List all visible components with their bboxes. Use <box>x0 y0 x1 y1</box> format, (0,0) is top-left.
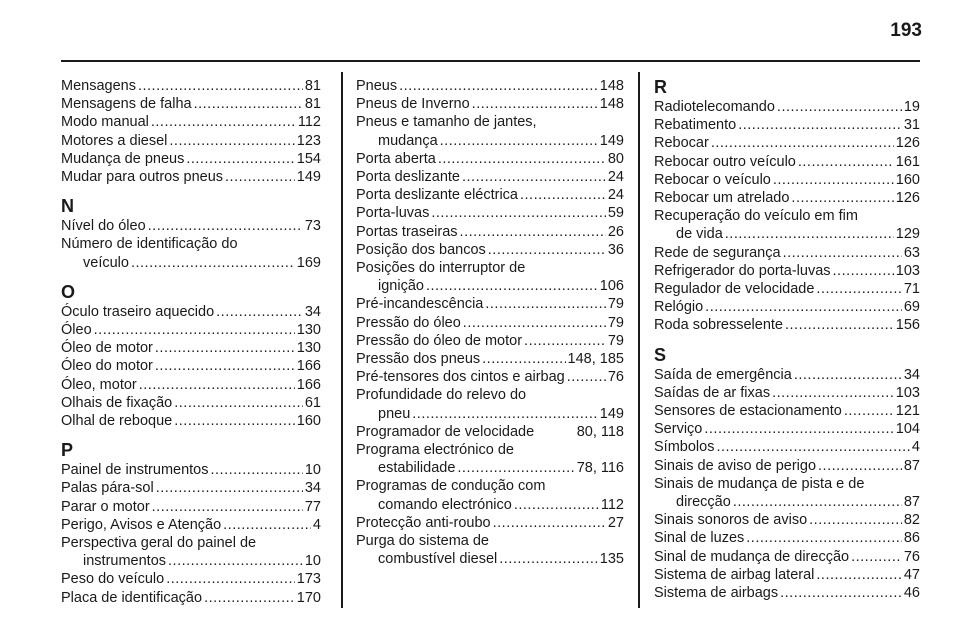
index-entry <box>654 316 920 334</box>
index-entry <box>356 368 624 386</box>
entry-page: 154 <box>296 150 321 167</box>
entry-label: Mudar para outros pneus <box>61 169 224 186</box>
dot-leader <box>168 552 303 570</box>
index-entry <box>654 493 920 511</box>
index-entry <box>61 412 321 430</box>
entry-page: 82 <box>903 512 920 529</box>
entry-label: Pneus <box>356 78 398 94</box>
dot-leader <box>772 384 894 402</box>
dot-leader <box>169 132 294 150</box>
entry-page: 77 <box>304 498 321 515</box>
index-entry <box>356 441 624 459</box>
dot-leader <box>733 493 902 511</box>
dot-leader <box>809 511 902 529</box>
dot-leader <box>94 321 295 339</box>
index-entry <box>654 98 920 116</box>
index-entry <box>356 277 624 295</box>
dot-leader <box>472 95 598 113</box>
index-entry <box>356 150 624 168</box>
dot-leader <box>746 529 902 547</box>
entry-page: 148 <box>599 96 624 113</box>
entry-label: Sinal de luzes <box>654 530 745 547</box>
index-entry <box>356 95 624 113</box>
index-entry <box>61 254 321 272</box>
entry-label: Mudança de pneus <box>61 150 185 167</box>
index-entry <box>654 584 920 602</box>
index-entry <box>61 77 321 95</box>
entry-page: 76 <box>903 548 920 565</box>
entry-label: Portas traseiras <box>356 223 458 240</box>
index-entry <box>356 314 624 332</box>
index-entry <box>61 95 321 113</box>
entry-page: 156 <box>895 317 920 334</box>
dot-leader <box>488 241 606 259</box>
dot-leader <box>438 150 606 168</box>
dot-leader <box>460 223 606 241</box>
entry-page: 63 <box>903 244 920 261</box>
entry-label: Pressão do óleo <box>356 314 461 331</box>
index-entry <box>654 457 920 475</box>
entry-label: Programa electrónico de <box>356 442 514 459</box>
entry-page: 166 <box>296 358 321 375</box>
entry-label: Porta aberta <box>356 150 436 167</box>
entry-label: veículo <box>83 254 129 271</box>
index-entry <box>61 235 321 253</box>
entry-label: Mensagens de falha <box>61 96 192 113</box>
dot-leader <box>152 498 303 516</box>
entry-page: 46 <box>903 585 920 602</box>
dot-leader <box>166 570 295 588</box>
dot-leader <box>493 514 606 532</box>
entry-label: Pressão dos pneus <box>356 351 481 368</box>
entry-label: Sistema de airbags <box>654 585 779 602</box>
entry-page: 27 <box>607 514 624 531</box>
entry-page: 76 <box>607 369 624 386</box>
dot-leader <box>777 98 902 116</box>
dot-leader <box>186 150 294 168</box>
dot-leader <box>818 457 902 475</box>
dot-leader <box>151 113 296 131</box>
entry-label: Regulador de velocidade <box>654 281 815 298</box>
section-letter: O <box>61 281 76 302</box>
entry-page: 26 <box>607 223 624 240</box>
index-entry <box>61 534 321 552</box>
dot-leader <box>131 254 295 272</box>
entry-page: 148 <box>599 78 624 94</box>
index-entry <box>654 420 920 438</box>
index-entry <box>654 366 920 384</box>
entry-label: Roda sobresselente <box>654 317 783 334</box>
entry-label: Óleo <box>61 322 92 339</box>
entry-page: 81 <box>304 96 321 113</box>
index-entry <box>356 77 624 95</box>
dot-leader <box>524 332 606 350</box>
index-entry <box>654 225 920 243</box>
index-entry <box>61 321 321 339</box>
dot-leader <box>412 405 598 423</box>
entry-label: Sinal de mudança de direcção <box>654 548 850 565</box>
dot-leader <box>482 350 565 368</box>
entry-page: 31 <box>903 117 920 134</box>
entry-label: direcção <box>676 494 731 511</box>
index-entry <box>61 552 321 570</box>
dot-leader <box>514 496 599 514</box>
dot-leader <box>851 548 902 566</box>
entry-page: 160 <box>296 413 321 430</box>
index-entry <box>654 511 920 529</box>
entry-label: Rebocar <box>654 135 709 152</box>
entry-label: Profundidade do relevo do <box>356 387 527 404</box>
index-entry <box>654 171 920 189</box>
entry-label: Radiotelecomando <box>654 99 775 115</box>
dot-leader <box>816 566 901 584</box>
column-divider <box>341 72 343 608</box>
index-entry <box>356 295 624 313</box>
index-entry <box>654 438 920 456</box>
entry-label: de vida <box>676 226 723 243</box>
entry-label: Sinais sonoros de aviso <box>654 512 808 529</box>
entry-label: Sinais de mudança de pista e de <box>654 475 865 492</box>
dot-leader <box>725 225 894 243</box>
entry-label: Sensores de estacionamento <box>654 403 842 420</box>
index-entry <box>356 496 624 514</box>
entry-page: 161 <box>895 153 920 170</box>
dot-leader <box>785 316 894 334</box>
entry-page: 123 <box>296 132 321 149</box>
entry-label: Mensagens <box>61 78 136 94</box>
index-entry <box>654 280 920 298</box>
index-entry <box>654 566 920 584</box>
entry-page: 34 <box>903 366 920 383</box>
entry-label: Posições do interruptor de <box>356 260 526 277</box>
entry-label: Modo manual <box>61 114 149 131</box>
entry-page: 24 <box>607 169 624 186</box>
entry-page: 79 <box>607 332 624 349</box>
index-entry <box>356 186 624 204</box>
index-entry <box>356 113 624 131</box>
index-entry <box>356 459 624 477</box>
entry-label: Porta deslizante <box>356 169 460 186</box>
dot-leader <box>462 168 606 186</box>
index-entry <box>356 405 624 423</box>
dot-leader <box>711 134 894 152</box>
index-entry <box>654 529 920 547</box>
entry-page: 148, 185 <box>567 351 624 368</box>
dot-leader <box>705 298 902 316</box>
entry-page: 59 <box>607 205 624 222</box>
entry-label: Palas pára-sol <box>61 480 154 497</box>
index-entry <box>356 423 624 441</box>
entry-label: Posição dos bancos <box>356 241 486 258</box>
entry-label: Parar o motor <box>61 498 150 515</box>
column-divider <box>638 72 640 608</box>
index-entry <box>61 150 321 168</box>
index-entry <box>654 116 920 134</box>
entry-page: 87 <box>903 494 920 511</box>
entry-page: 73 <box>304 218 321 235</box>
entry-label: Número de identificação do <box>61 236 238 253</box>
index-entry <box>61 357 321 375</box>
index-entry <box>61 394 321 412</box>
entry-label: Rebocar um atrelado <box>654 190 790 207</box>
entry-page: 126 <box>895 190 920 207</box>
dot-leader <box>463 314 606 332</box>
index-entry <box>654 189 920 207</box>
index-entry <box>356 477 624 495</box>
entry-label: pneu <box>378 405 411 422</box>
entry-label: Perspectiva geral do painel de <box>61 535 257 552</box>
entry-label: estabilidade <box>378 460 456 477</box>
dot-leader <box>431 204 606 222</box>
entry-label: Pneus e tamanho de jantes, <box>356 114 537 131</box>
entry-page: 80, 118 <box>576 423 624 440</box>
index-entry <box>61 113 321 131</box>
index-entry <box>356 350 624 368</box>
entry-page: 166 <box>296 376 321 393</box>
entry-label: Recuperação do veículo em fim <box>654 208 858 225</box>
entry-label: mudança <box>378 132 438 149</box>
entry-label: Pneus de Inverno <box>356 96 470 113</box>
entry-page: 173 <box>296 571 321 588</box>
entry-page: 34 <box>304 303 321 320</box>
entry-page: 103 <box>895 384 920 401</box>
dot-leader <box>716 438 909 456</box>
entry-page: 34 <box>304 480 321 497</box>
entry-label: Refrigerador do porta-luvas <box>654 262 831 279</box>
dot-leader <box>156 479 303 497</box>
entry-label: Nível do óleo <box>61 218 146 235</box>
entry-page: 4 <box>312 516 321 533</box>
entry-page: 126 <box>895 135 920 152</box>
entry-label: Porta deslizante eléctrica <box>356 187 518 204</box>
dot-leader <box>844 402 894 420</box>
index-entry <box>61 498 321 516</box>
entry-label: Serviço <box>654 421 703 438</box>
dot-leader <box>174 394 303 412</box>
dot-leader <box>791 189 893 207</box>
dot-leader <box>798 153 894 171</box>
entry-label: Sistema de airbag lateral <box>654 566 815 583</box>
dot-leader <box>138 77 303 95</box>
entry-label: Óculo traseiro aquecido <box>61 303 215 320</box>
index-entry <box>356 259 624 277</box>
entry-page: 79 <box>607 296 624 313</box>
dot-leader <box>174 412 295 430</box>
entry-label: Programador de velocidade <box>356 423 535 440</box>
entry-label: Relógio <box>654 299 704 316</box>
entry-page: 10 <box>304 553 321 570</box>
dot-leader <box>155 357 295 375</box>
entry-label: Programas de condução com <box>356 478 546 495</box>
index-entry <box>61 376 321 394</box>
index-entry <box>654 548 920 566</box>
dot-leader <box>773 171 894 189</box>
index-column-1 <box>61 77 321 607</box>
dot-leader <box>485 295 606 313</box>
index-entry <box>654 475 920 493</box>
dot-leader <box>520 186 606 204</box>
index-entry <box>654 134 920 152</box>
dot-leader <box>440 132 598 150</box>
dot-leader <box>204 589 295 607</box>
dot-leader <box>457 459 574 477</box>
index-entry <box>356 204 624 222</box>
entry-label: Olhal de reboque <box>61 413 173 430</box>
dot-leader <box>399 77 598 95</box>
entry-page: 47 <box>903 566 920 583</box>
entry-page: 86 <box>903 530 920 547</box>
entry-label: Protecção anti-roubo <box>356 514 491 531</box>
entry-label: Rebocar o veículo <box>654 171 771 188</box>
entry-page: 10 <box>304 462 321 479</box>
entry-label: Pré-incandescência <box>356 296 484 313</box>
dot-leader <box>139 376 295 394</box>
index-entry <box>356 532 624 550</box>
dot-leader <box>783 244 902 262</box>
entry-page: 106 <box>599 278 624 295</box>
entry-label: Saídas de ar fixas <box>654 384 771 401</box>
entry-page: 169 <box>296 254 321 271</box>
page-number: 193 <box>890 20 922 41</box>
entry-label: Símbolos <box>654 439 715 456</box>
dot-leader <box>194 95 303 113</box>
dot-leader <box>794 366 902 384</box>
dot-leader <box>833 262 894 280</box>
entry-label: Peso do veículo <box>61 571 165 588</box>
entry-page: 81 <box>304 78 321 94</box>
entry-page: 78, 116 <box>576 460 624 477</box>
index-entry <box>61 217 321 235</box>
index-entry <box>61 589 321 607</box>
dot-leader <box>567 368 606 386</box>
index-entry <box>61 570 321 588</box>
entry-label: Pré-tensores dos cintos e airbag <box>356 369 565 386</box>
index-entry <box>356 132 624 150</box>
entry-label: Rebatimento <box>654 117 737 134</box>
entry-label: Rebocar outro veículo <box>654 153 796 170</box>
index-entry <box>61 516 321 534</box>
entry-label: Sinais de aviso de perigo <box>654 457 817 474</box>
entry-page: 19 <box>903 99 920 115</box>
dot-leader <box>426 277 598 295</box>
entry-page: 71 <box>903 281 920 298</box>
index-entry <box>356 514 624 532</box>
entry-label: Pressão do óleo de motor <box>356 332 523 349</box>
section-letter: N <box>61 196 74 217</box>
dot-leader <box>211 461 303 479</box>
dot-leader <box>499 550 598 568</box>
index-entry <box>654 153 920 171</box>
entry-label: Olhais de fixação <box>61 394 173 411</box>
index-entry <box>356 550 624 568</box>
entry-page: 4 <box>911 439 920 456</box>
entry-page: 104 <box>895 421 920 438</box>
entry-page: 129 <box>895 226 920 243</box>
dot-leader <box>225 168 295 186</box>
entry-label: Purga do sistema de <box>356 533 489 550</box>
entry-page: 149 <box>296 169 321 186</box>
entry-page: 149 <box>599 132 624 149</box>
dot-leader <box>780 584 902 602</box>
entry-page: 112 <box>600 496 624 513</box>
entry-label: combustível diesel <box>378 551 498 568</box>
entry-page: 130 <box>296 340 321 357</box>
index-entry <box>654 384 920 402</box>
section-letter: R <box>654 77 667 97</box>
index-column-3 <box>654 77 920 602</box>
entry-page: 36 <box>607 241 624 258</box>
index-entry <box>61 303 321 321</box>
dot-leader <box>155 339 295 357</box>
index-entry <box>61 132 321 150</box>
index-entry <box>654 244 920 262</box>
entry-label: Saída de emergência <box>654 366 792 383</box>
entry-page: 130 <box>296 322 321 339</box>
index-entry <box>654 207 920 225</box>
entry-label: Porta-luvas <box>356 205 430 222</box>
entry-label: Óleo de motor <box>61 340 153 357</box>
index-entry <box>654 298 920 316</box>
dot-leader <box>738 116 902 134</box>
dot-leader <box>816 280 901 298</box>
entry-label: Perigo, Avisos e Atenção <box>61 516 222 533</box>
index-entry <box>61 461 321 479</box>
entry-page: 103 <box>895 262 920 279</box>
entry-label: Painel de instrumentos <box>61 462 209 479</box>
entry-label: Placa de identificação <box>61 589 203 606</box>
dot-leader <box>704 420 893 438</box>
section-letter: S <box>654 344 667 365</box>
entry-page: 69 <box>903 299 920 316</box>
entry-page: 160 <box>895 171 920 188</box>
entry-page: 24 <box>607 187 624 204</box>
entry-page: 79 <box>607 314 624 331</box>
entry-label: instrumentos <box>83 553 167 570</box>
index-entry <box>356 241 624 259</box>
dot-leader <box>148 217 303 235</box>
index-entry <box>61 479 321 497</box>
entry-label: comando electrónico <box>378 496 512 513</box>
entry-page: 112 <box>297 114 321 131</box>
index-entry <box>356 223 624 241</box>
entry-page: 170 <box>296 589 321 606</box>
entry-label: ignição <box>378 278 424 295</box>
header-rule <box>61 60 920 62</box>
index-column-2 <box>356 77 624 568</box>
index-entry <box>61 339 321 357</box>
entry-label: Óleo, motor <box>61 376 137 393</box>
entry-label: Motores a diesel <box>61 132 168 149</box>
entry-label: Óleo do motor <box>61 358 153 375</box>
dot-leader <box>216 303 303 321</box>
entry-page: 121 <box>895 403 920 420</box>
entry-label: Rede de segurança <box>654 244 781 261</box>
index-entry <box>356 332 624 350</box>
index-entry <box>654 262 920 280</box>
index-entry <box>654 402 920 420</box>
entry-page: 149 <box>599 405 624 422</box>
entry-page: 135 <box>599 551 624 568</box>
dot-leader <box>223 516 311 534</box>
index-entry <box>356 168 624 186</box>
section-letter: P <box>61 440 74 461</box>
index-entry <box>61 168 321 186</box>
entry-page: 80 <box>607 150 624 167</box>
entry-page: 61 <box>304 394 321 411</box>
index-entry <box>356 386 624 404</box>
entry-page: 87 <box>903 457 920 474</box>
